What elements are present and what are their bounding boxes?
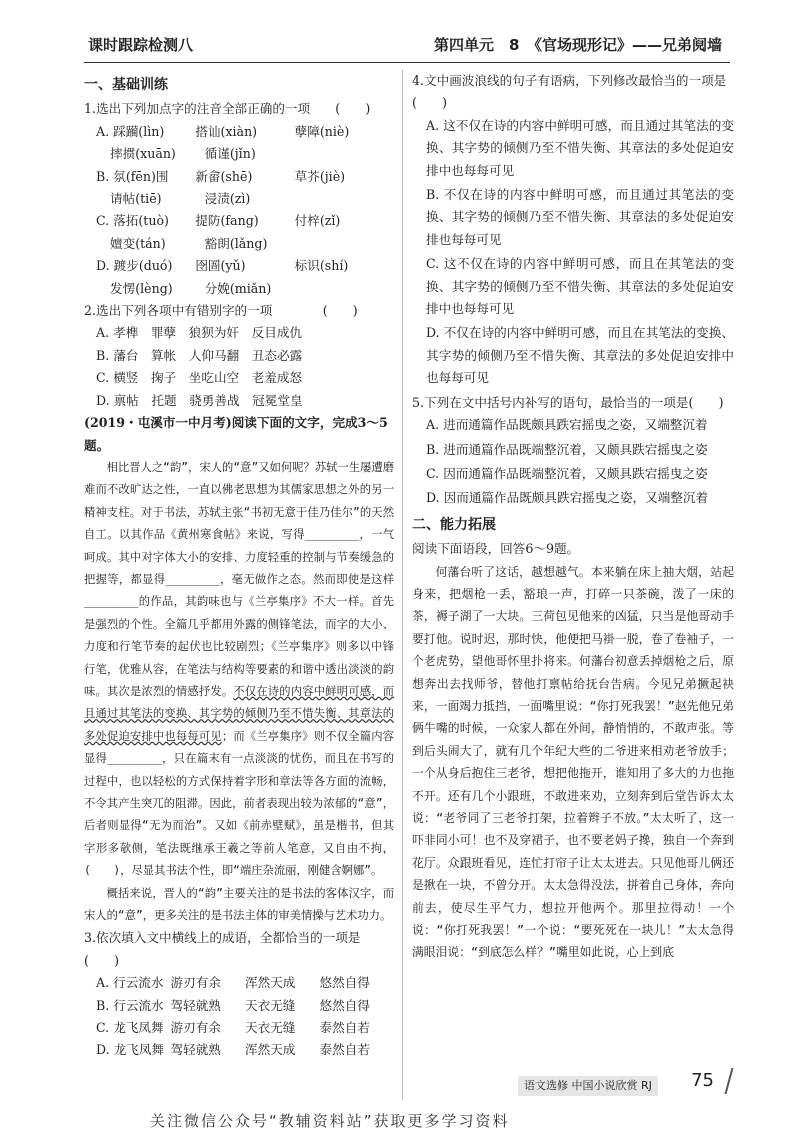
q4-stem: 4.文中画波浪线的句子有语病，下列修改最恰当的一项是( ): [412, 73, 727, 111]
q4-option-b: B. 不仅在诗的内容中鲜明可感，而且通过其笔法的变换、其字势的倾侧乃至不惜失衡、其章法的多处促迫安排也每每可见: [426, 187, 734, 247]
q1-option-d-2: 发愣(lèng) 分娩(miǎn): [110, 280, 272, 296]
q4-option-d: D. 不仅在诗的内容中鲜明可感，而且在其笔法的变换、其字势的倾侧乃至不惜失衡、其章法的多处促迫安排中也每每可见: [426, 325, 734, 386]
q1-option-c: C. 落拓(tuò) 提防(fang) 付梓(zǐ): [96, 213, 341, 229]
section-basic-training: 一、基础训练: [84, 77, 168, 93]
q3-stem: 3.依次填入文中横线上的成语，全都恰当的一项是( ): [84, 930, 361, 968]
q5-stem: 5.下列在文中括号内补写的语句，最恰当的一项是( ): [412, 394, 724, 410]
passage-wavy-sentence: 不仅在诗的内容中鲜明可感，而且通过其笔法的变换、其字势的倾侧乃至不惜失衡、其章法的多处促迫安排中也每每可见: [84, 684, 394, 743]
q2-option-b: B. 藩台 算帐 人仰马翻 丑态必露: [96, 347, 303, 363]
q1-stem: 1.选出下列加点字的注音全部正确的一项 ( ): [84, 101, 371, 117]
passage-part-2: ；而《兰亭集序》则不仅全篇内容显得________，只在篇末有一点淡淡的忧伤，而且在书写的过程中，也以轻松的方式保持着字形和章法等各方面的流畅，不令其产生突兀的阻滞。因此，前者表现出较为浓郁的“意”，后者则显得“无为而治”。又如《前赤壁赋》，虽是楷书，但其字形多欹侧，笔法既继承王羲之等前人笔意，又自由不拘，( )，尽显其书法个性，即“端庄杂流丽，刚健含婀娜”。: [84, 729, 394, 878]
left-column: [84, 70, 394, 1062]
q5-option-c: C. 因而通篇作品既端整沉着，又颇具跌宕摇曳之姿: [426, 465, 708, 481]
q3-option-a: A. 行云流水 游刃有余 浑然天成 悠然自得: [96, 975, 370, 991]
reading-passage-summary: 概括来说，晋人的“韵”主要关注的是书法的客体汉字，而宋人的“意”，更多关注的是书法主体的审美情操与艺术功力。: [84, 886, 394, 923]
q5-option-d: D. 因而通篇作品既颇具跌宕摇曳之姿，又端整沉着: [426, 490, 709, 506]
promo-note: 关注微信公众号“教辅资料站”获取更多学习资料: [150, 1112, 510, 1130]
q2-option-c: C. 横竖 掬子 坐吃山空 老羞成怒: [96, 370, 303, 386]
q1-option-a: A. 踩躏(lìn) 搭讪(xiàn) 孽障(niè): [96, 123, 350, 139]
section-ability-extension: 二、能力拓展: [412, 516, 496, 533]
q4-option-c: C. 这不仅在诗的内容中鲜明可感，而且在其笔法的变换、其字势的倾侧乃至不惜失衡、其章法的多处促迫安排中也每每可见: [426, 256, 734, 317]
q1-option-c-2: 嬗变(tán) 豁朗(lǎng): [110, 235, 268, 251]
reading-intro: (2019・屯溪市一中月考)阅读下面的文字，完成3～5题。: [84, 415, 388, 453]
passage-part-1: 相比晋人之“韵”，宋人的“意”又如何呢？苏轼一生屡遭磨难而不改旷达之性，一直以佛老思想为其儒家思想之外的另一精神支柱。对于书法，苏轼主张“书初无意于佳乃佳尔”的天然自工。以其作品《黄州寒食帖》来说，写得________，一气呵成。其中对字体大小的安排、力度轻重的控制与节奏缓急的把握等，都显得________，毫无做作之态。然而即使是这样________的作品，其韵味也与《兰亭集序》不大一样。首先是强烈的个性。全篇几乎都用外露的侧锋笔法，而字的大小、力度和行笔节奏的起伏也比较剧烈；《兰亭集序》则多以中锋行笔，优雅从容，在笔法与结构等要素的和谐中透出淡淡的韵味。其次是浓烈的情感抒发。: [84, 460, 394, 698]
footer-book-label: 语文选修 中国小说欣赏 RJ: [518, 1076, 658, 1096]
q3-option-d: D. 龙飞凤舞 驾轻就熟 浑然天成 泰然自若: [96, 1042, 370, 1058]
reading-passage: [84, 457, 394, 883]
q2-stem: 2.选出下列各项中有错别字的一项 ( ): [84, 303, 358, 319]
page-number: 75: [691, 1070, 714, 1091]
q5-option-a: A. 进而通篇作品既颇具跌宕摇曳之姿，又端整沉着: [426, 417, 708, 433]
column-divider: [402, 70, 403, 1100]
page-slash-decoration: [725, 1068, 734, 1094]
header-right-title: 第四单元 8 《官场现形记》——兄弟阋墙: [434, 36, 722, 54]
q5-option-b: B. 进而通篇作品既端整沉着，又颇具跌宕摇曳之姿: [426, 441, 708, 457]
header-rule: [84, 62, 730, 63]
q1-option-b-2: 请帖(tiē) 浸渍(zì): [110, 191, 251, 207]
q2-option-a: A. 孝榫 罪孽 狼狈为奸 反目成仇: [96, 325, 303, 341]
q1-option-b: B. 氛(fēn)围 新畲(shē) 草芥(jiè): [96, 168, 346, 184]
novel-passage: 何藩台听了这话，越想越气。本来躺在床上抽大烟，站起身来，把烟枪一丢，豁琅一声，打碎一只茶碗，泼了一床的茶，褥子湖了一大块。三荷包见他来的凶猛，只当是他哥动手要打他。说时迟，那时快，他便把马褂一脱，卷了卷袖子，一个老虎势，望他哥怀里扑将来。何藩台初意丢掉烟枪之后，原想奔出去找师爷，替他打禀帖给抚台告病。今见兄弟撅起袂来，一面竭力抵挡，一面嘴里说：“你打死我罢！”赵先他兄弟俩牛嘴的时候，一众家人都在外间，静悄悄的，不敢声张。等到后头闹大了，就有几个年纪大些的二爷进来相劝老爷放手；一个从身后抱住三老爷，想把他拖开，谁知用了多大的力也拖不开。还有几个小跟班，不敢进来劝，立刻奔到后堂告诉太太说：“老爷同了三老爷打架，拉着辫子不放。”太太听了，这一吓非同小可！也不及穿裙子，也不要老妈子搀，独自一个奔到花厅。众跟班看见，连忙打帘子让太太进去。只见他哥儿俩还是揪在一块，不曾分开。太太急得没法，拼着自己身体，奔向前去，使尽生平气力，想拉开他两个。那里拉得动！一个说：“你打死我罢！”一个说：“要死死在一块儿！”太太急得满眼泪说：“到底怎么样？”嘴里如此说，心上到底: [412, 564, 734, 960]
q1-option-a-2: 摔掼(xuān) 循谨(jǐn): [110, 146, 256, 162]
reading-intro-2: 阅读下面语段，回答6～9题。: [412, 541, 580, 557]
q3-option-b: B. 行云流水 驾轻就熟 天衣无缝 悠然自得: [96, 997, 370, 1013]
header-left-title: 课时跟踪检测八: [88, 36, 194, 54]
q2-option-d: D. 禀帖 托题 骁勇善战 冠冕堂皇: [96, 392, 303, 408]
q1-option-d: D. 踱步(duó) 囹圄(yǔ) 标识(shí): [96, 258, 349, 274]
right-column: [412, 70, 734, 964]
q3-option-c: C. 龙飞凤舞 游刃有余 天衣无缝 泰然自若: [96, 1020, 370, 1036]
q4-option-a: A. 这不仅在诗的内容中鲜明可感，而且通过其笔法的变换、其字势的倾侧乃至不惜失衡、其章法的多处促迫安排中也每每可见: [426, 117, 734, 178]
